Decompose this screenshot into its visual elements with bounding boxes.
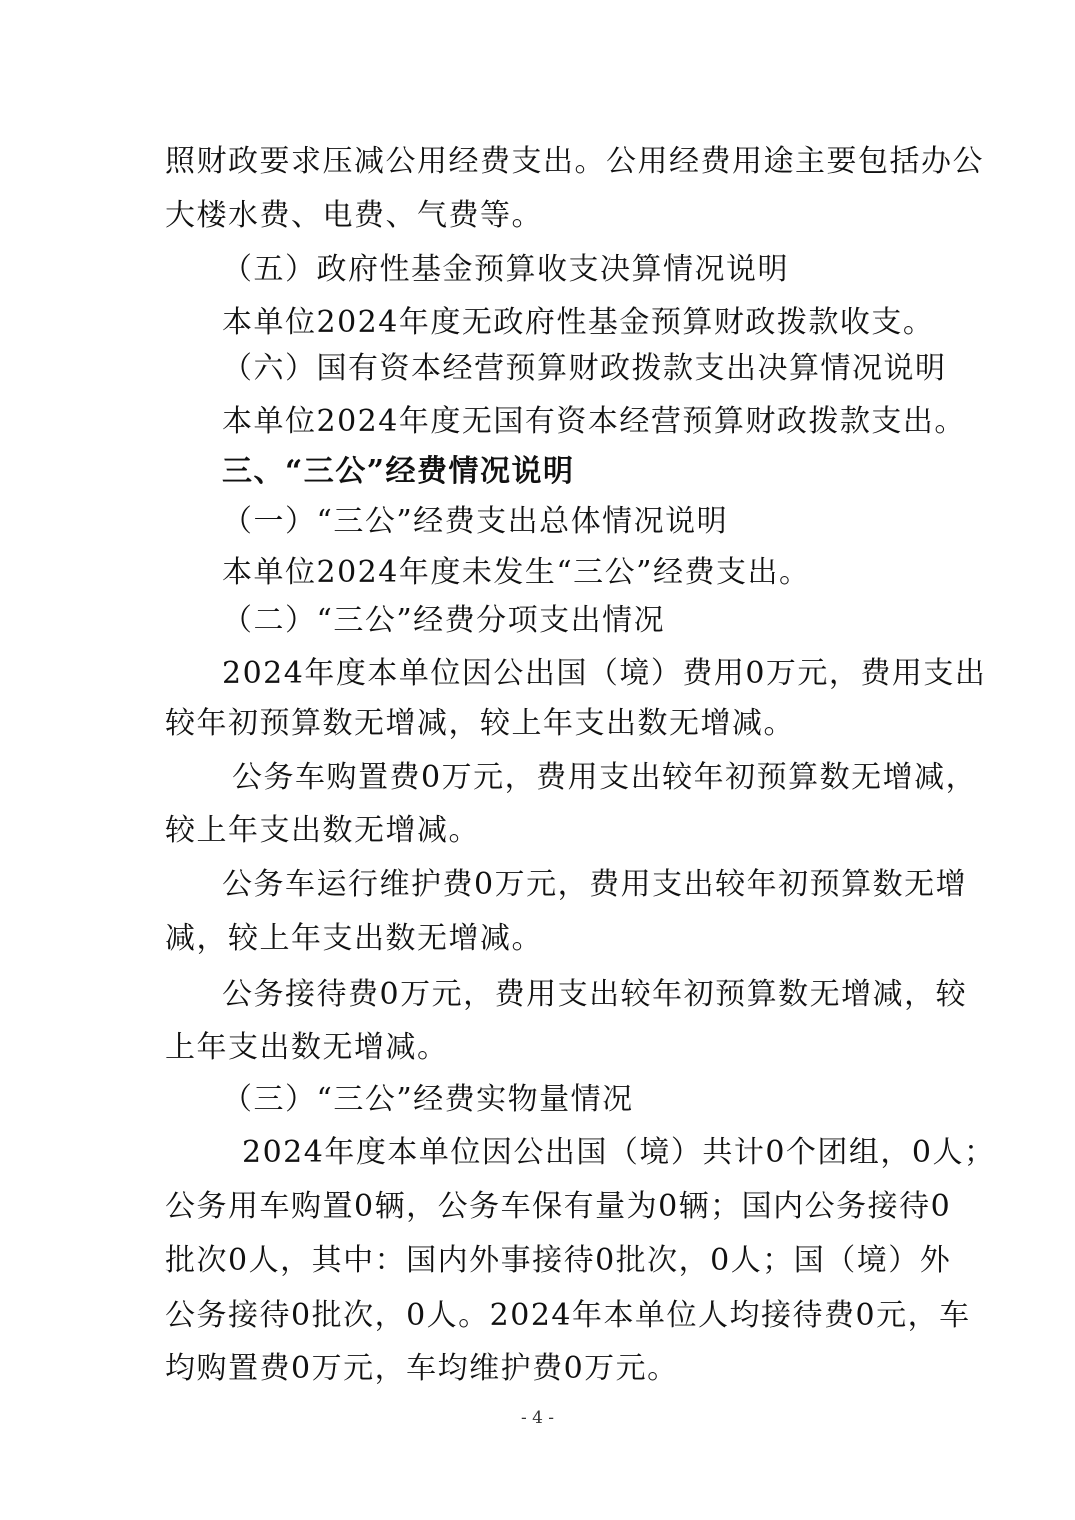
section-heading: （六）国有资本经营预算财政拨款支出决算情况说明 [222,351,947,386]
paragraph-line: 大楼水费、电费、气费等。 [165,198,543,233]
paragraph-line: 上年支出数无增减。 [165,1030,449,1065]
paragraph-line: 公务车购置费0万元，费用支出较年初预算数无增减， [232,760,978,795]
section-heading: （三）“三公”经费实物量情况 [222,1082,634,1117]
paragraph-line: 较上年支出数无增减。 [165,813,480,848]
paragraph-line: 均购置费0万元，车均维护费0万元。 [165,1351,679,1386]
section-heading: （一）“三公”经费支出总体情况说明 [222,504,729,539]
section-heading: （二）“三公”经费分项支出情况 [222,603,666,638]
section-heading: （五）政府性基金预算收支决算情况说明 [222,252,789,287]
paragraph-line: 减，较上年支出数无增减。 [165,921,543,956]
paragraph-line: 照财政要求压减公用经费支出。公用经费用途主要包括办公 [165,144,984,179]
paragraph-line: 公务用车购置0辆，公务车保有量为0辆；国内公务接待0 [165,1189,952,1224]
paragraph-line: 较年初预算数无增减，较上年支出数无增减。 [165,706,795,741]
paragraph-line: 本单位2024年度无政府性基金预算财政拨款收支。 [222,305,935,340]
page-number: - 4 - [520,1408,555,1428]
paragraph-line: 公务接待费0万元，费用支出较年初预算数无增减，较 [222,977,968,1012]
chapter-heading: 三、“三公”经费情况说明 [222,454,575,489]
paragraph-line: 本单位2024年度未发生“三公”经费支出。 [222,555,811,590]
paragraph-line: 公务车运行维护费0万元，费用支出较年初预算数无增 [222,867,968,902]
paragraph-line: 2024年度本单位因公出国（境）共计0个团组，0人； [242,1135,996,1170]
paragraph-line: 本单位2024年度无国有资本经营预算财政拨款支出。 [222,404,966,439]
paragraph-line: 公务接待0批次，0人。2024年本单位人均接待费0元，车 [165,1298,971,1333]
paragraph-line: 批次0人，其中：国内外事接待0批次，0人；国（境）外 [165,1243,952,1278]
paragraph-line: 2024年度本单位因公出国（境）费用0万元，费用支出 [222,656,987,691]
